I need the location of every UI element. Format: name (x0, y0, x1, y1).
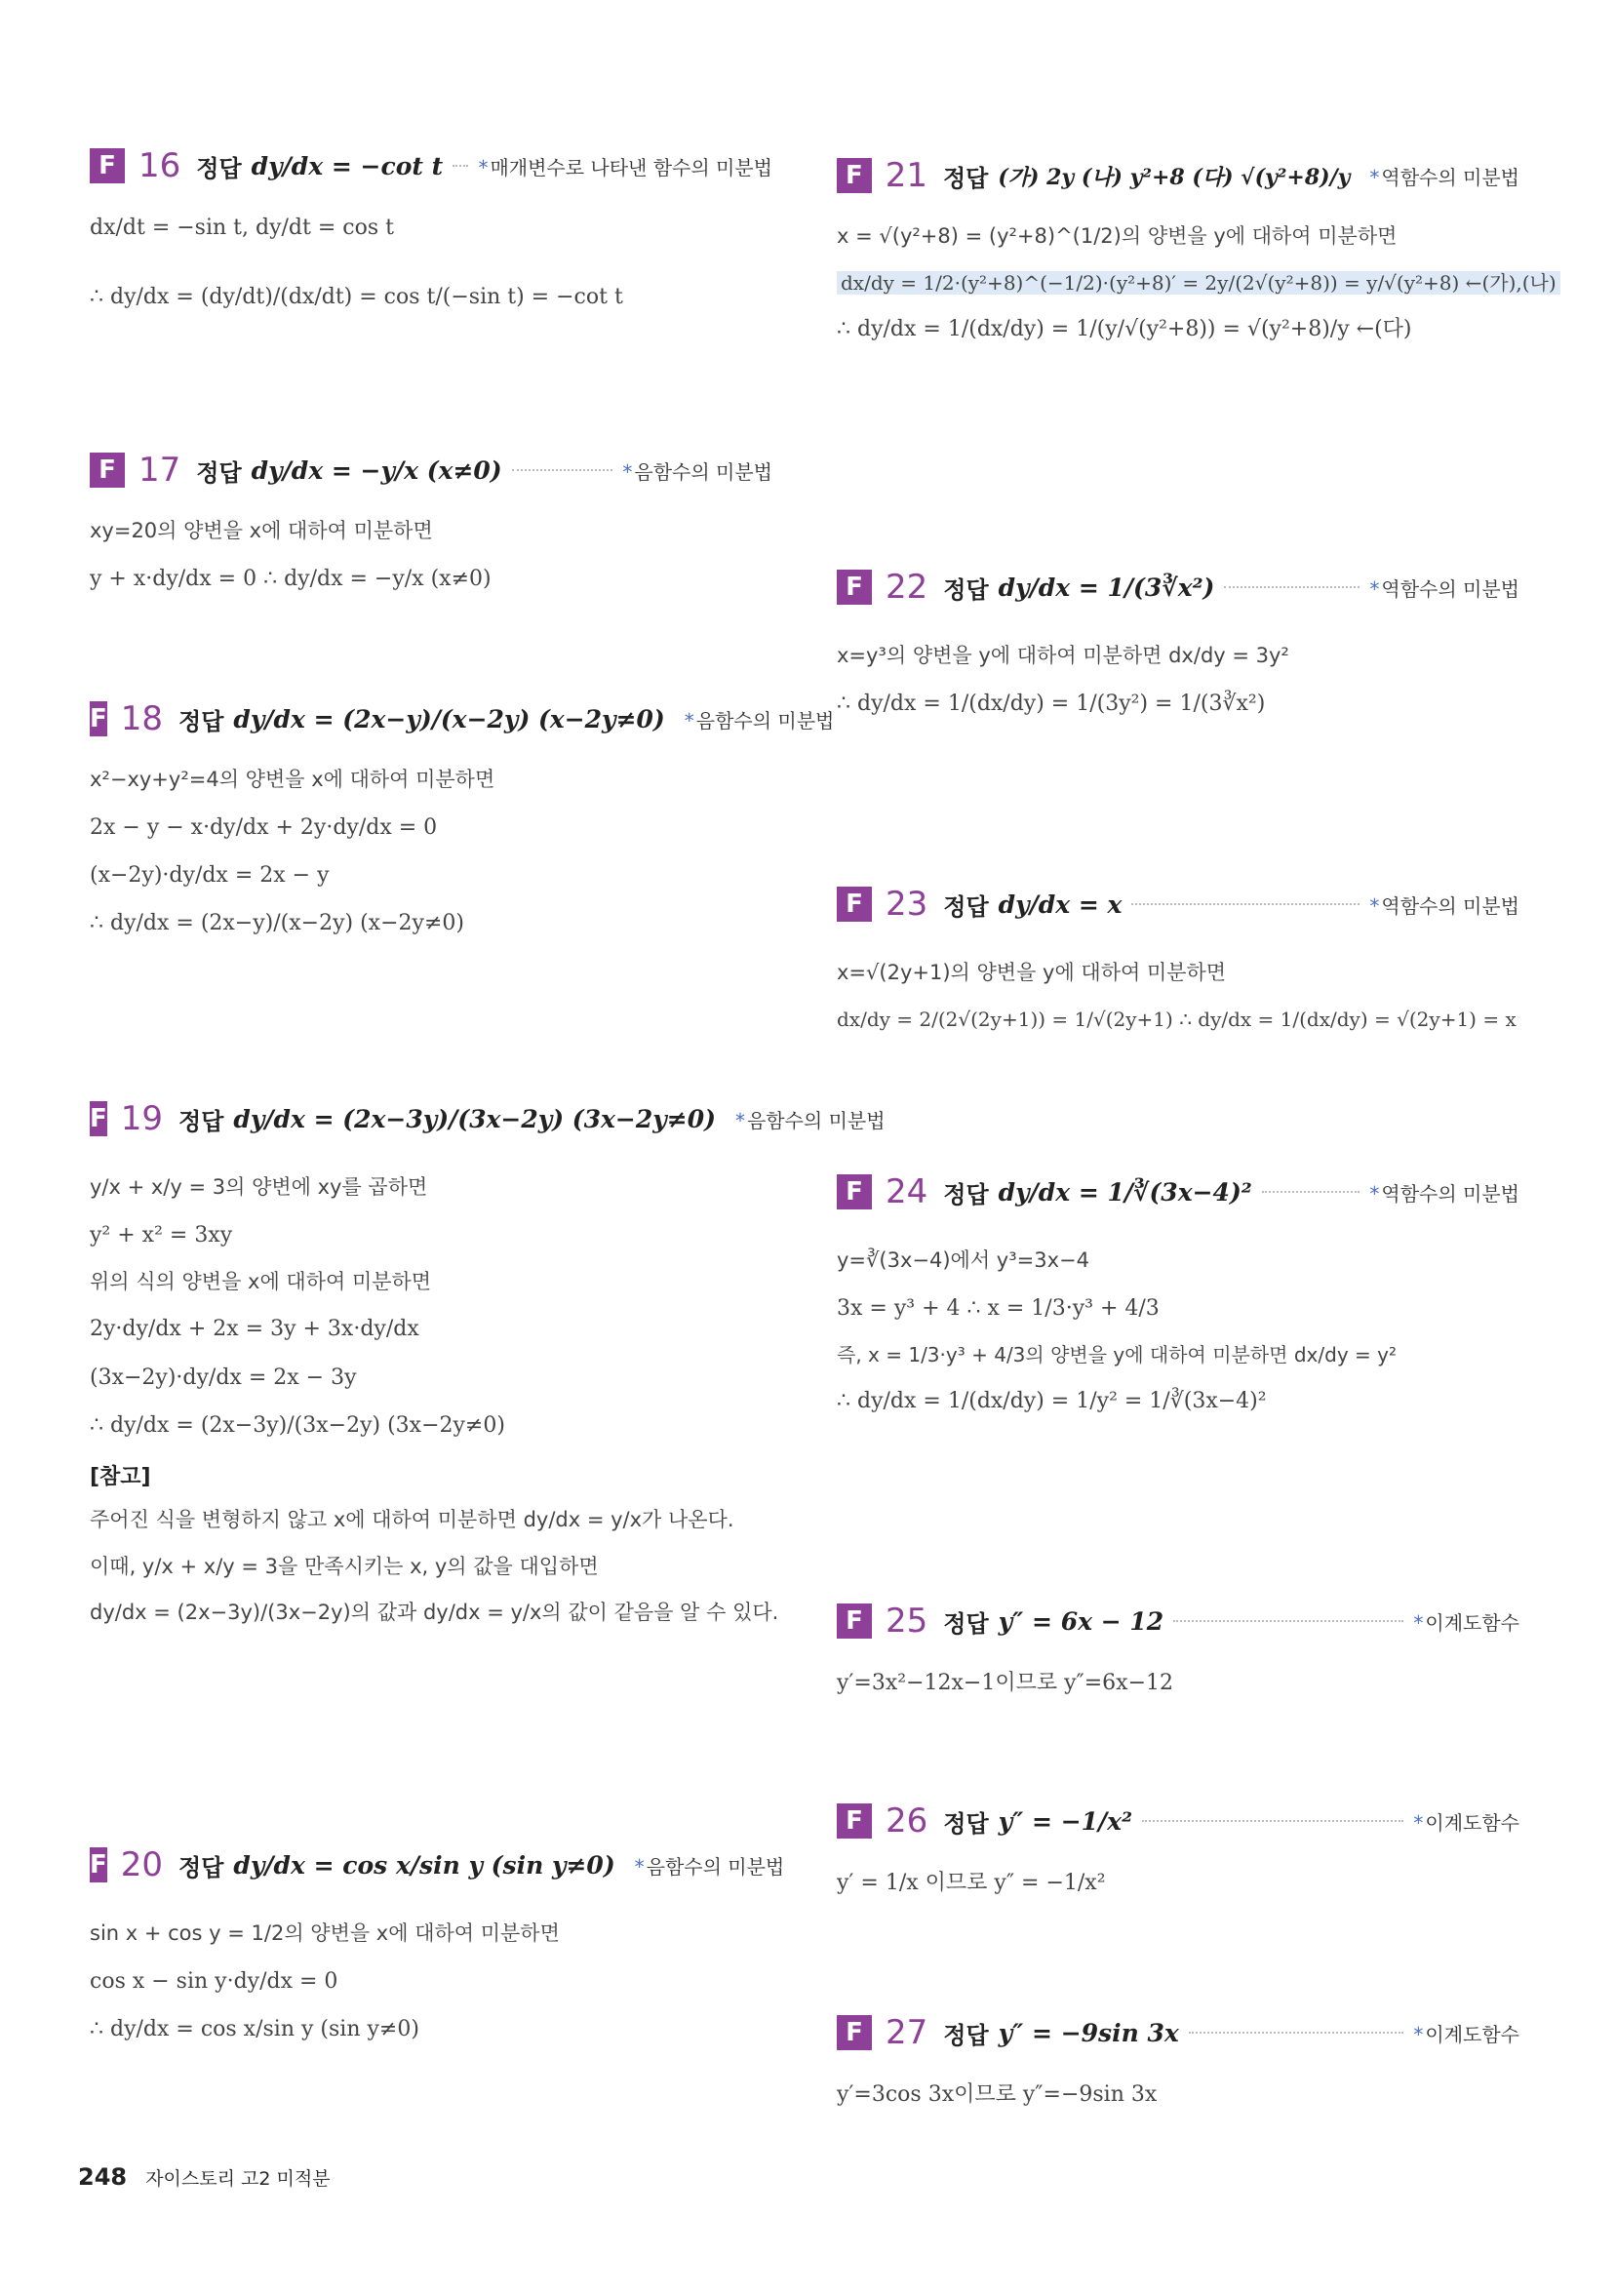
star-icon: * (1413, 2022, 1424, 2046)
leader-dots (1189, 2032, 1404, 2034)
topic: * 음함수의 미분법 (734, 1108, 886, 1132)
answer: dy/dx = x (998, 890, 1123, 919)
solution-line: (3x−2y)·dy/dx = 2x − 3y (90, 1365, 357, 1390)
problem-header (837, 144, 1519, 207)
answer: dy/dx = 1/∛(3x−4)² (998, 1177, 1252, 1207)
leader-dots (453, 165, 468, 167)
f-badge: F (837, 570, 872, 605)
problem-19 (90, 1088, 886, 1630)
star-icon: * (1369, 165, 1380, 189)
topic: * 이계도함수 (1413, 1610, 1519, 1635)
problem-number: 22 (886, 568, 928, 607)
answer-label: 정답 (943, 1180, 989, 1208)
note-line: 주어진 식을 변형하지 않고 x에 대하여 미분하면 dy/dx = y/x가 나온다. (90, 1507, 734, 1531)
answer: dy/dx = (2x−3y)/(3x−2y) (3x−2y≠0) (233, 1104, 716, 1133)
solution-line: x = √(y²+8) = (y²+8)^(1/2)의 양변을 y에 대하여 미분하면 (837, 224, 1398, 248)
problem-number: 19 (120, 1099, 164, 1138)
answer: y″ = −9sin 3x (998, 2018, 1179, 2047)
solution-line: x=y³의 양변을 y에 대하여 미분하면 dx/dy = 3y² (837, 644, 1289, 667)
book-title: 자이스토리 고2 미적분 (145, 2168, 331, 2190)
leader-dots (1142, 1820, 1403, 1822)
problem-23 (837, 873, 1519, 1035)
answer: dy/dx = (2x−y)/(x−2y) (x−2y≠0) (233, 704, 665, 733)
answer: dy/dx = 1/(3∛x²) (998, 573, 1215, 602)
answer-label: 정답 (178, 1853, 224, 1881)
problem-header (837, 873, 1519, 935)
solution-line: y′=3cos 3x이므로 y″=−9sin 3x (837, 2082, 1158, 2107)
f-badge: F (90, 701, 107, 736)
page-footer (78, 2163, 331, 2191)
answer-label: 정답 (943, 1809, 989, 1838)
answer: y″ = 6x − 12 (998, 1606, 1164, 1636)
problem-header (90, 135, 772, 197)
problem-18 (90, 688, 835, 940)
topic: * 역함수의 미분법 (1369, 1181, 1519, 1206)
solution-line: dx/dt = −sin t, dy/dt = cos t (90, 216, 394, 240)
f-badge: F (90, 1847, 107, 1882)
f-badge: F (837, 1174, 872, 1209)
answer-label: 정답 (178, 707, 224, 735)
topic: * 역함수의 미분법 (1369, 893, 1519, 918)
problem-header (837, 1590, 1519, 1652)
solution-line: y + x·dy/dx = 0 ∴ dy/dx = −y/x (x≠0) (90, 566, 492, 591)
solution-line: ∴ dy/dx = (2x−y)/(x−2y) (x−2y≠0) (90, 910, 464, 935)
solution-line: (x−2y)·dy/dx = 2x − y (90, 862, 330, 888)
solution-line: y=∛(3x−4)에서 y³=3x−4 (837, 1248, 1089, 1272)
problem-21 (837, 144, 1557, 346)
star-icon: * (1413, 1810, 1424, 1835)
solution-line: ∴ dy/dx = 1/(dx/dy) = 1/(y/√(y²+8)) = √(y²+8)/y ←(다) (837, 316, 1412, 341)
f-badge: F (837, 887, 872, 922)
answer: dy/dx = cos x/sin y (sin y≠0) (233, 1850, 615, 1880)
solution-line: ∴ dy/dx = (dy/dt)/(dx/dt) = cos t/(−sin t) = −cot t (90, 285, 623, 310)
solution-line: y/x + x/y = 3의 양변에 xy를 곱하면 (90, 1175, 428, 1199)
topic: * 역함수의 미분법 (1369, 165, 1519, 189)
problem-number: 21 (885, 156, 927, 195)
f-badge: F (837, 1803, 872, 1839)
answer-label: 정답 (943, 1609, 989, 1638)
problem-16 (90, 135, 772, 314)
solution-line: dx/dy = 1/2·(y²+8)^(−1/2)·(y²+8)′ = 2y/(2√(y²+8)) = y/√(y²+8) ←(가),(나) (837, 267, 1519, 298)
problem-number: 18 (120, 699, 164, 738)
leader-dots (1262, 1191, 1360, 1193)
answer-label: 정답 (196, 154, 242, 182)
note-line: 이때, y/x + x/y = 3을 만족시키는 x, y의 값을 대입하면 (90, 1554, 599, 1578)
star-icon: * (622, 459, 633, 484)
solution-line: xy=20의 양변을 x에 대하여 미분하면 (90, 519, 433, 542)
problem-number: 17 (138, 451, 181, 490)
solution-line: y′ = 1/x 이므로 y″ = −1/x² (837, 1871, 1106, 1895)
problem-header (90, 1834, 785, 1896)
star-icon: * (1369, 576, 1380, 601)
topic: * 역함수의 미분법 (1369, 576, 1519, 601)
topic: * 이계도함수 (1413, 2022, 1519, 2046)
answer-label: 정답 (196, 458, 242, 487)
answer: (가) 2y (나) y²+8 (다) √(y²+8)/y (998, 164, 1351, 190)
answer: y″ = −1/x² (998, 1806, 1133, 1836)
problem-number: 24 (886, 1172, 928, 1211)
problem-header (837, 1790, 1519, 1852)
solution-line: ∴ dy/dx = 1/(dx/dy) = 1/(3y²) = 1/(3∛x²) (837, 691, 1266, 716)
star-icon: * (684, 708, 694, 732)
problem-25 (837, 1590, 1519, 1700)
star-icon: * (634, 1854, 645, 1879)
star-icon: * (1369, 893, 1380, 918)
solution-line: 3x = y³ + 4 ∴ x = 1/3·y³ + 4/3 (837, 1295, 1160, 1321)
problem-24 (837, 1161, 1519, 1418)
f-badge: F (837, 158, 872, 193)
solution-line: ∴ dy/dx = (2x−3y)/(3x−2y) (3x−2y≠0) (90, 1412, 505, 1438)
problem-header (90, 439, 772, 501)
problem-header (837, 556, 1519, 618)
page-number: 248 (78, 2163, 128, 2191)
f-badge: F (90, 1101, 107, 1136)
problem-26 (837, 1790, 1519, 1900)
note-title: [참고] (90, 1464, 151, 1489)
answer-label: 정답 (943, 164, 989, 192)
star-icon: * (734, 1108, 745, 1132)
solution-line: cos x − sin y·dy/dx = 0 (90, 1968, 338, 1994)
answer-label: 정답 (943, 892, 989, 921)
answer-label: 정답 (178, 1107, 224, 1135)
problem-number: 23 (886, 885, 928, 924)
problem-number: 25 (886, 1602, 928, 1641)
solution-line: 즉, x = 1/3·y³ + 4/3의 양변을 y에 대하여 미분하면 dx/dy = y² (837, 1342, 1397, 1366)
answer-label: 정답 (943, 2021, 989, 2049)
topic: * 음함수의 미분법 (684, 708, 835, 732)
leader-dots (1224, 586, 1360, 588)
solution-line: sin x + cos y = 1/2의 양변을 x에 대하여 미분하면 (90, 1921, 560, 1945)
answer: dy/dx = −y/x (x≠0) (251, 455, 502, 485)
problem-header (837, 2001, 1519, 2064)
topic: * 이계도함수 (1413, 1810, 1519, 1835)
f-badge: F (837, 1603, 872, 1639)
problem-header (90, 688, 835, 750)
problem-17 (90, 439, 772, 596)
answer: dy/dx = −cot t (251, 151, 444, 180)
star-icon: * (478, 155, 489, 179)
leader-dots (1131, 903, 1360, 905)
problem-22 (837, 556, 1519, 721)
solution-line: 2x − y − x·dy/dx + 2y·dy/dx = 0 (90, 814, 438, 840)
solution-line: y² + x² = 3xy (90, 1222, 233, 1247)
leader-dots (512, 469, 613, 471)
f-badge: F (837, 2015, 872, 2050)
star-icon: * (1413, 1610, 1424, 1635)
solution-line: x=√(2y+1)의 양변을 y에 대하여 미분하면 (837, 961, 1227, 984)
topic: * 음함수의 미분법 (634, 1854, 785, 1879)
problem-header (90, 1088, 886, 1150)
solution-line: 위의 식의 양변을 x에 대하여 미분하면 (90, 1269, 432, 1293)
problem-number: 26 (886, 1801, 928, 1841)
topic: * 매개변수로 나타낸 함수의 미분법 (478, 155, 772, 179)
note-line: dy/dx = (2x−3y)/(3x−2y)의 값과 dy/dx = y/x의 값이 같음을 알 수 있다. (90, 1601, 779, 1625)
star-icon: * (1369, 1181, 1380, 1206)
solution-line: ∴ dy/dx = 1/(dx/dy) = 1/y² = 1/∛(3x−4)² (837, 1388, 1267, 1413)
f-badge: F (90, 148, 125, 183)
solution-line: y′=3x²−12x−1이므로 y″=6x−12 (837, 1671, 1174, 1695)
topic: * 음함수의 미분법 (622, 459, 772, 484)
leader-dots (1173, 1620, 1403, 1622)
f-badge: F (90, 453, 125, 488)
solution-line: x²−xy+y²=4의 양변을 x에 대하여 미분하면 (90, 768, 495, 791)
problem-number: 27 (886, 2013, 928, 2052)
problem-27 (837, 2001, 1519, 2112)
problem-header (837, 1161, 1519, 1223)
solution-line: ∴ dy/dx = cos x/sin y (sin y≠0) (90, 2016, 419, 2041)
problem-number: 20 (120, 1845, 164, 1884)
problem-20 (90, 1834, 785, 2046)
answer-label: 정답 (943, 575, 989, 604)
solution-line: 2y·dy/dx + 2x = 3y + 3x·dy/dx (90, 1317, 419, 1342)
problem-number: 16 (138, 146, 181, 185)
solution-line: dx/dy = 2/(2√(2y+1)) = 1/√(2y+1) ∴ dy/dx = 1/(dx/dy) = √(2y+1) = x (837, 1007, 1517, 1031)
